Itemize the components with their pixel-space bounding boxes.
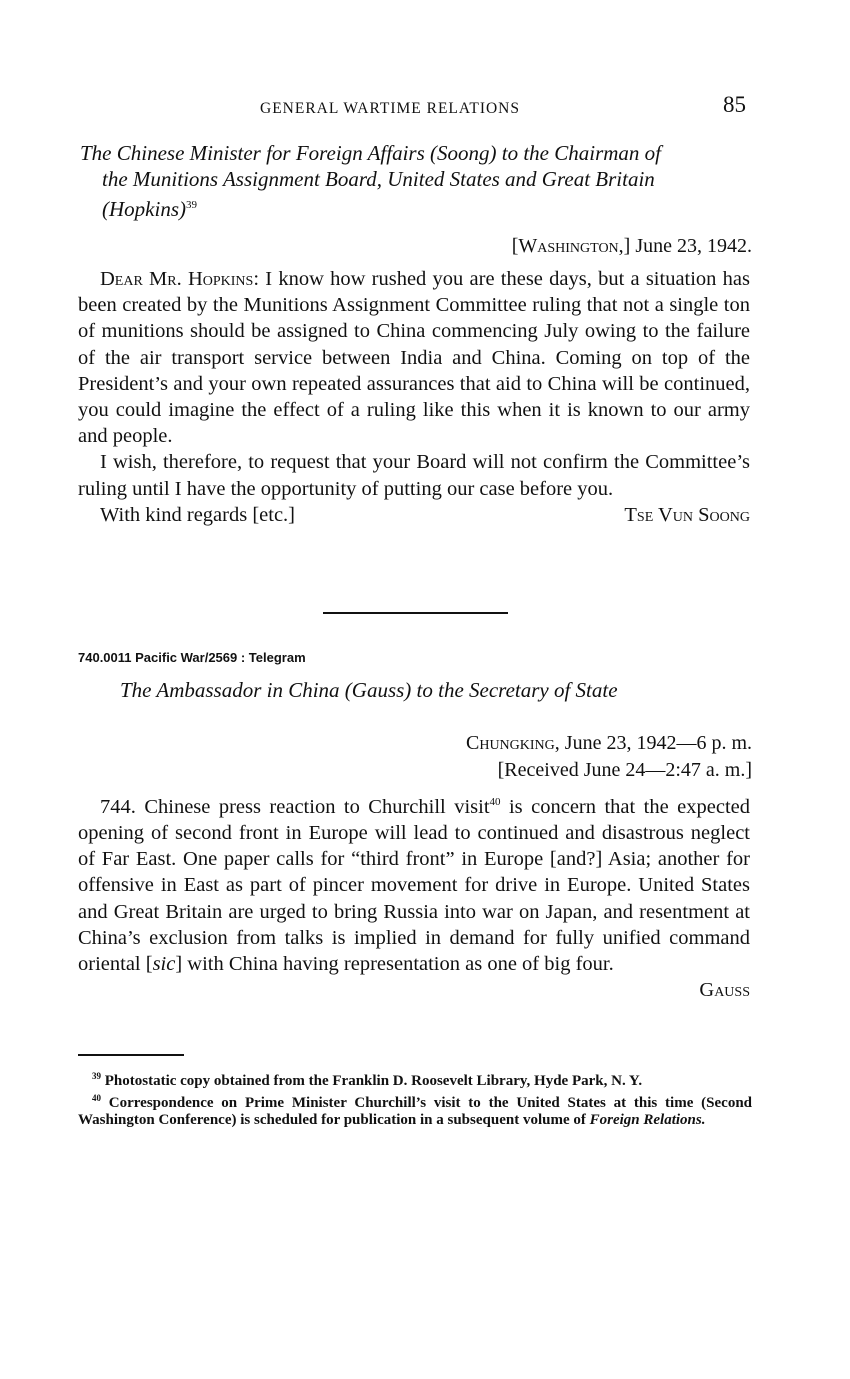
running-title: GENERAL WARTIME RELATIONS: [260, 100, 520, 117]
letter-paragraph-1: Dear Mr. Hopkins: I know how rushed you are these days, but a situation has been created by the Munitions Assignment Committee ruling that not a single ton of munitions should be assigned to China commencing July owing to the failure of the air transport service between India and China. Coming on top of the President’s and your own repeated assurances that aid to China will be continued, you could imagine the effect of a ruling like this when it is known to our army and people.: [78, 268, 750, 448]
received-line: [Received June 24—2:47 a. m.]: [497, 759, 752, 781]
footnote-rule: [78, 1054, 184, 1056]
salutation: Dear Mr. Hopkins:: [100, 268, 260, 290]
signature-soong: Tse Vun Soong: [624, 503, 750, 526]
dateline-place-chungking: Chungking,: [466, 732, 560, 754]
footnote-ref-40: 40: [489, 796, 501, 808]
page-number: 85: [723, 92, 746, 117]
dateline-date-chungking: June 23, 1942—6 p. m.: [564, 732, 752, 754]
signature-gauss: Gauss: [699, 979, 750, 1002]
heading-line-3: (Hopkins)$^{39}$: [102, 197, 197, 221]
document-heading-soong: [80, 140, 760, 222]
dateline-washington: [512, 233, 752, 260]
dateline-date: June 23, 1942.: [635, 235, 752, 257]
telegram-signoff: [78, 977, 750, 1003]
closing: With kind regards [etc.]: [100, 503, 295, 526]
footnote-39: $^{39}$ Photostatic copy obtained from the Franklin D. Roosevelt Library, Hyde Park, N. Y.: [92, 1071, 643, 1089]
footnote-40: $^{40}$ Correspondence on Prime Minister Churchill’s visit to the United States at this time (Second Washington Conference) is scheduled for publication in a subsequent volume of Foreign Relations.: [78, 1093, 753, 1128]
section-divider: [323, 612, 508, 614]
footnote-ref-39: 39: [185, 199, 197, 211]
dateline-place: [Washington,]: [511, 235, 631, 257]
dateline-chungking: [466, 730, 752, 784]
document-heading-gauss: The Ambassador in China (Gauss) to the Secretary of State: [120, 678, 618, 702]
letter-signoff: [78, 502, 750, 528]
letter-paragraph-2: I wish, therefore, to request that your Board will not confirm the Committee’s ruling until I have the opportunity of putting our case before you.: [78, 451, 750, 500]
footnotes: [78, 1068, 752, 1129]
heading-line-2: the Munitions Assignment Board, United States and Great Britain: [102, 167, 655, 191]
file-reference: 740.0011 Pacific War/2569 : Telegram: [78, 650, 306, 665]
letter-body: [78, 266, 750, 528]
telegram-body: [78, 789, 750, 1003]
telegram-paragraph: 744. Chinese press reaction to Churchill visit$^{40}$ is concern that the expected opening of second front in Europe will lead to continued and disastrous neglect of Far East. One paper calls for “third front” in Europe [and?] Asia; another for offensive in East as part of pincer movement for drive in Europe. United States and Great Britain are urged to bring Russia into war on Japan, and resentment at China’s exclusion from talks is implied in demand for fully unified command oriental [sic] with China having representation as one of big four.: [78, 795, 750, 976]
heading-line-1: The Chinese Minister for Foreign Affairs (Soong) to the Chairman of: [80, 141, 661, 165]
